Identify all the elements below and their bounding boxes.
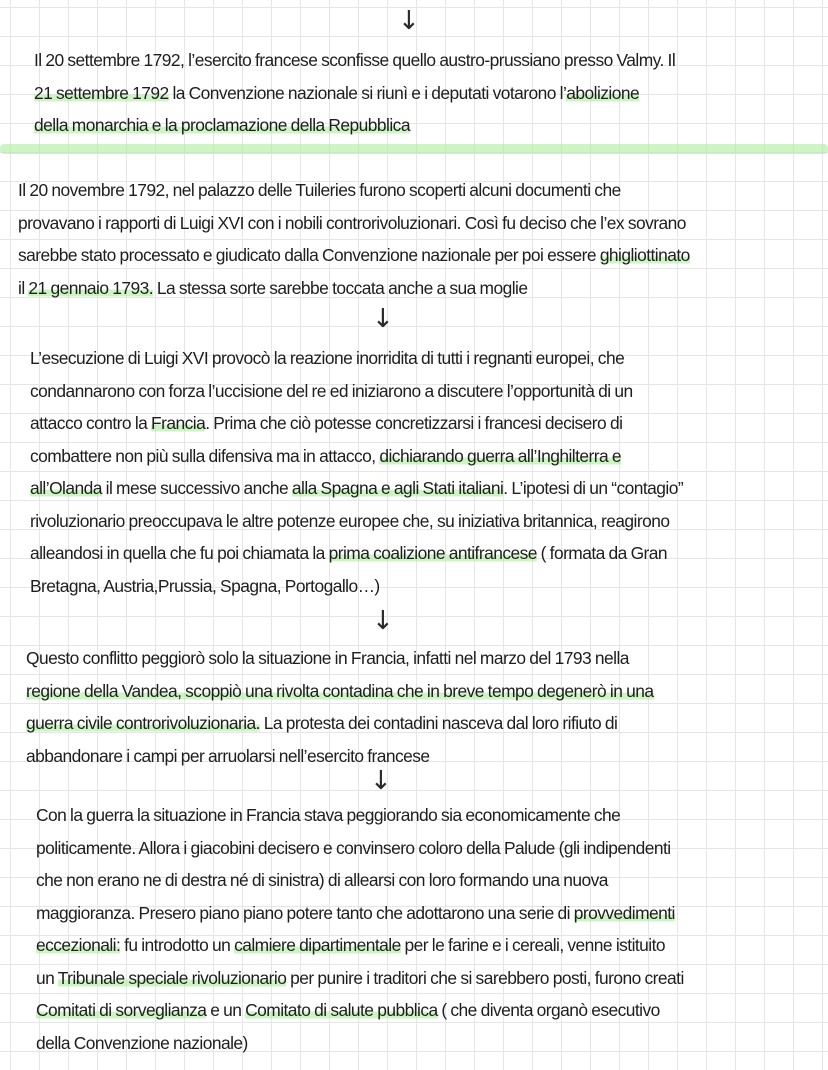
highlighted-text: Comitato di salute pubblica [245,1000,438,1020]
highlighted-text: Comitati di sorveglianza [36,1000,207,1020]
text-line [18,207,690,240]
text-line [30,407,683,440]
text-segment: il [18,277,29,298]
text-line [26,707,654,740]
paragraph-valmy [34,44,675,142]
text-line [30,570,683,603]
text-line [36,1027,684,1060]
text-segment: Con la guerra la situazione in Francia stava peggiorando sia economicamente che [36,805,621,825]
text-line [30,472,683,505]
highlighted-text: ghigliottinato [599,245,690,265]
text-segment: La protesta dei contadini nasceva dal loro rifiuto di [259,713,618,733]
text-segment: Questo conflitto peggiorò solo la situazione in Francia, infatti nel marzo del 1793 nella [26,648,629,668]
text-segment: maggioranza. Presero piano piano potere tanto che adottarono una serie di [36,902,574,923]
text-line [36,832,684,865]
text-segment: Il 20 settembre 1792, l’esercito francese sconfisse quello austro-prussiano presso Valmy. Il [34,50,676,70]
text-segment: politicamente. Allora i giacobini decisero e convinsero coloro della Palude (gli indipendenti [36,837,671,858]
arrow-down-icon: ↓ [372,606,394,636]
highlighted-text: 21 gennaio 1793. [28,277,154,298]
text-line [34,109,675,142]
text-segment: L’esecuzione di Luigi XVI provocò la reazione inorridita di tutti i regnanti europei, che [30,348,625,368]
arrow-down-icon: ↓ [370,766,392,796]
text-segment: sarebbe stato processato e giudicato dalla Convenzione nazionale per poi essere [18,245,600,265]
arrow-down-icon: ↓ [398,6,420,36]
text-line [18,174,690,207]
text-segment: e un [206,1000,246,1020]
highlighted-text: 21 settembre 1792 [34,82,169,103]
highlighted-text: Tribunale speciale rivoluzionario [57,967,287,988]
highlighted-text: guerra civile controrivoluzionaria. [26,713,260,733]
text-segment: abbandonare i campi per arruolarsi nell’esercito francese [26,745,430,766]
highlighted-text: provvedimenti [573,902,675,923]
text-segment: combattere non più sulla difensiva ma in attacco, [30,445,380,466]
text-line [30,375,683,408]
text-segment: Il 20 novembre 1792, nel palazzo delle Tuileries furono scoperti alcuni documenti che [18,180,621,200]
text-segment: . Prima che ciò potesse concretizzarsi i francesi decisero di [205,413,623,433]
highlighted-text: Francia [151,413,206,433]
text-segment: Bretagna, Austria,Prussia, Spagna, Portogallo…) [30,575,380,596]
text-segment: la Convenzione nazionale si riunì e i deputati votarono l’ [168,82,567,103]
highlighted-text: all’Olanda [30,478,102,498]
text-segment: condannarono con forza l’uccisione del re ed iniziarono a discutere l’opportunità di un [30,380,633,401]
arrow-down-icon: ↓ [372,304,394,334]
text-line [36,897,684,930]
text-segment: ( formata da Gran [536,543,668,563]
text-line [30,342,683,375]
text-segment: fu introdotto un [120,935,235,955]
text-line [36,799,684,832]
text-line [26,740,654,773]
highlighted-text: regione della Vandea, scoppiò una rivolta contadina che in breve tempo degenerò in una [26,680,654,701]
text-line [30,505,683,538]
highlighted-text: prima coalizione antifrancese [328,543,537,563]
text-segment: attacco contro la [30,413,152,433]
text-segment: La stessa sorte sarebbe toccata anche a sua moglie [153,277,528,298]
text-line [30,537,683,570]
text-segment: provavano i rapporti di Luigi XVI con i nobili controrivoluzionari. Così fu deciso che l’ex sovrano [18,212,686,233]
text-line [18,272,690,305]
highlighted-text: alla Spagna e agli Stati italiani [291,478,504,498]
text-segment: ( che diventa organò esecutivo [437,1000,660,1020]
paragraph-coalizione [30,342,683,602]
text-line [34,77,675,110]
paragraph-tuileries [18,174,690,304]
highlight-divider [0,144,828,154]
paragraph-vandea [26,642,654,772]
text-line [36,962,684,995]
text-line [18,239,690,272]
text-segment: rivoluzionario preoccupava le altre potenze europee che, su iniziativa britannica, reagirono [30,510,670,531]
text-line [36,994,684,1027]
text-segment: per punire i traditori che si sarebbero posti, furono creati [286,967,684,988]
text-segment: alleandosi in quella che fu poi chiamata la [30,543,329,563]
text-line [26,642,654,675]
text-line [26,675,654,708]
highlighted-text: dichiarando guerra all’Inghilterra e [379,445,622,466]
text-segment: della Convenzione nazionale) [36,1032,248,1053]
text-segment: per le farine e i cereali, venne istituito [400,935,665,955]
text-line [30,440,683,473]
text-segment: . L’ipotesi di un “contagio” [503,478,684,498]
text-segment: il mese successivo anche [101,478,292,498]
highlighted-text: eccezionali: [36,935,121,955]
highlighted-text: della monarchia e la proclamazione della Repubblica [34,115,410,135]
paragraph-giacobini [36,799,684,1059]
text-line [34,44,675,77]
highlighted-text: abolizione [566,82,640,103]
text-segment: un [36,967,58,988]
text-segment: che non erano ne di destra né di sinistra) di allearsi con loro formando una nuova [36,870,608,890]
highlighted-text: calmiere dipartimentale [234,935,401,955]
text-line [36,929,684,962]
text-line [36,864,684,897]
